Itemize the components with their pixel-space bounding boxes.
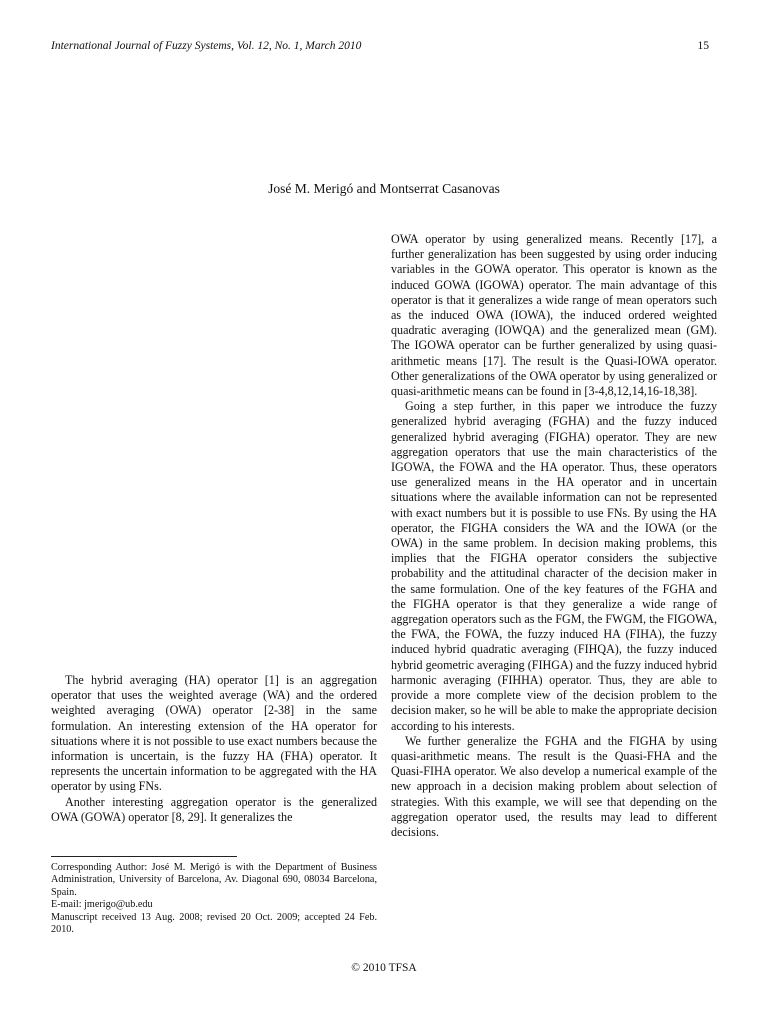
author-names: José M. Merigó and Montserrat Casanovas bbox=[268, 181, 500, 196]
journal-citation: International Journal of Fuzzy Systems, Vol. 12, No. 1, March 2010 bbox=[51, 40, 362, 52]
right-column bbox=[391, 232, 717, 840]
footnote bbox=[51, 862, 377, 936]
manuscript-dates: Manuscript received 13 Aug. 2008; revised 20 Oct. 2009; accepted 24 Feb. 2010. bbox=[51, 911, 377, 936]
running-header bbox=[51, 40, 709, 56]
corresponding-author: Corresponding Author: José M. Merigó is with the Department of Business Administration, University of Barcelona, Av. Diagonal 690, 08034 Barcelona, Spain. bbox=[51, 862, 377, 898]
body-paragraph: Another interesting aggregation operator is the generalized OWA (GOWA) operator [8, 29]. It generalizes the bbox=[51, 794, 377, 824]
author-email: E-mail: jmerigo@ub.edu bbox=[51, 899, 153, 911]
body-paragraph: Going a step further, in this paper we introduce the fuzzy generalized hybrid averaging (FGHA) and the fuzzy induced generalized hybrid averaging (FIGHA) operator. They are new aggregation operators that use the main characteristics of the IGOWA, the FOWA and the HA operator. Thus, these operators use generalized means in the HA operator and in uncertain situations where the available information can not be represented with exact numbers but it is possible to use FNs. By using the HA operator, the FIGHA considers the WA and the IOWA (or the OWA) in the same problem. In decision making problems, this implies that the FIGHA operator considers the subjective probability and the attitudinal character of the decision maker in the same formulation. One of the key features of the FGHA and the FIGHA operator is that they generalize a wide range of aggregation operators such as the FGM, the FWGM, the FIGOWA, the FWA, the FOWA, the fuzzy induced HA (FIHA), the fuzzy induced hybrid quadratic averaging (FIHQA), the fuzzy induced hybrid geometric averaging (FIHGA) and the fuzzy induced hybrid harmonic averaging (FIHHA) operator. Thus, they are able to provide a more complete view of the decision problem to the decision maker, so he will be able to make the appropriate decision according to his interests. bbox=[391, 399, 717, 733]
page-number: 15 bbox=[697, 40, 709, 52]
body-paragraph: We further generalize the FGHA and the FIGHA by using quasi-arithmetic means. The result is the Quasi-FHA and the Quasi-FIHA operator. We also develop a numerical example of the new approach in a decision making problem about selection of strategies. With this example, we will see that depending on the aggregation operator used, the results may lead to different decisions. bbox=[391, 733, 717, 839]
left-column bbox=[51, 673, 377, 825]
footnote-rule bbox=[51, 856, 237, 857]
body-paragraph: OWA operator by using generalized means. Recently [17], a further generalization has been suggested by using order inducing variables in the GOWA operator. This operator is known as the induced GOWA (IGOWA) operator. The main advantage of this operator is that it generalizes a wide range of mean operators such as the induced OWA (IOWA), the induced ordered weighted quadratic averaging (IOWQA) and the generalized mean (GM). The IGOWA operator can be further generalized by using quasi-arithmetic means [17]. The result is the Quasi-IOWA operator. Other generalizations of the OWA operator by using generalized or quasi-arithmetic means can be found in [3-4,8,12,14,16-18,38]. bbox=[391, 232, 717, 399]
body-paragraph: The hybrid averaging (HA) operator [1] is an aggregation operator that uses the weighted average (WA) and the ordered weighted averaging (OWA) operator [2-38] in the same formulation. An interesting extension of the HA operator for situations where it is not possible to use exact numbers because the information is uncertain, is the fuzzy HA (FHA) operator. It represents the uncertain information to be aggregated with the HA operator by using FNs. bbox=[51, 673, 377, 794]
copyright-footer: © 2010 TFSA bbox=[351, 962, 417, 974]
